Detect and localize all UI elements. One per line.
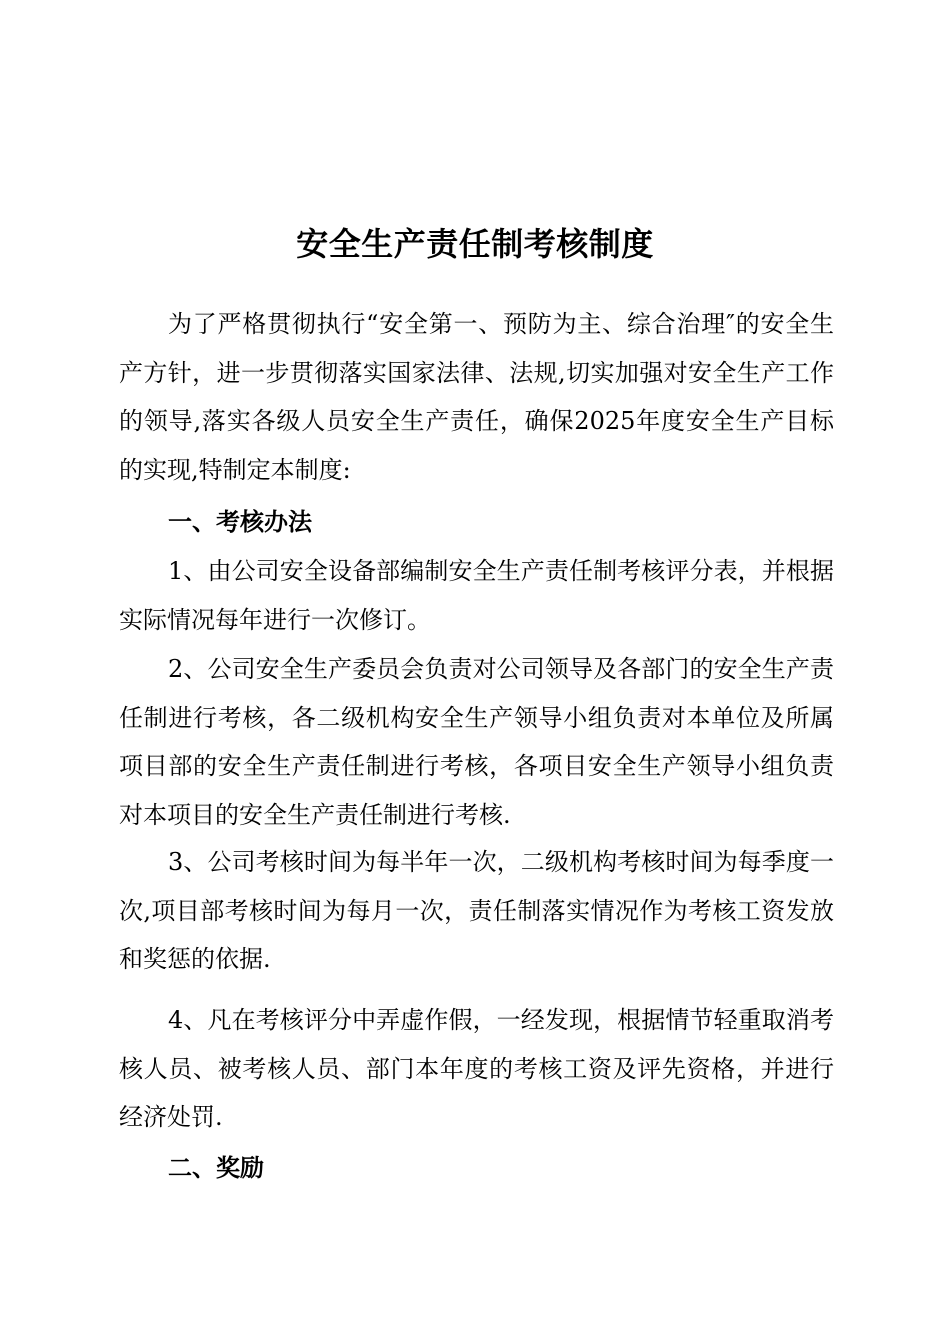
- section-heading-rewards: 二、奖励: [168, 1154, 264, 1182]
- section-heading-assessment-method: 一、考核办法: [168, 508, 312, 536]
- assessment-item-1: 1、由公司安全设备部编制安全生产责任制考核评分表，并根据实际情况每年进行一次修订。: [119, 557, 834, 634]
- assessment-item-2: 2、公司安全生产委员会负责对公司领导及各部门的安全生产责任制进行考核，各二级机构安全生产领导小组负责对本单位及所属项目部的安全生产责任制进行考核，各项目安全生产领导小组负责对本项目的安全生产责任制进行考核.: [119, 655, 834, 829]
- assessment-item-4: 4、凡在考核评分中弄虚作假，一经发现，根据情节轻重取消考核人员、被考核人员、部门本年度的考核工资及评先资格，并进行经济处罚.: [119, 1006, 834, 1131]
- assessment-item-3: 3、公司考核时间为每半年一次，二级机构考核时间为每季度一次,项目部考核时间为每月一次，责任制落实情况作为考核工资发放和奖惩的依据.: [119, 848, 834, 973]
- document-title: 安全生产责任制考核制度: [296, 225, 654, 264]
- intro-paragraph: 为了严格贯彻执行“安全第一、预防为主、综合治理″的安全生产方针，进一步贯彻落实国家法律、法规,切实加强对安全生产工作的领导,落实各级人员安全生产责任，确保2025年度安全生产目标的实现,特制定本制度:: [119, 310, 834, 484]
